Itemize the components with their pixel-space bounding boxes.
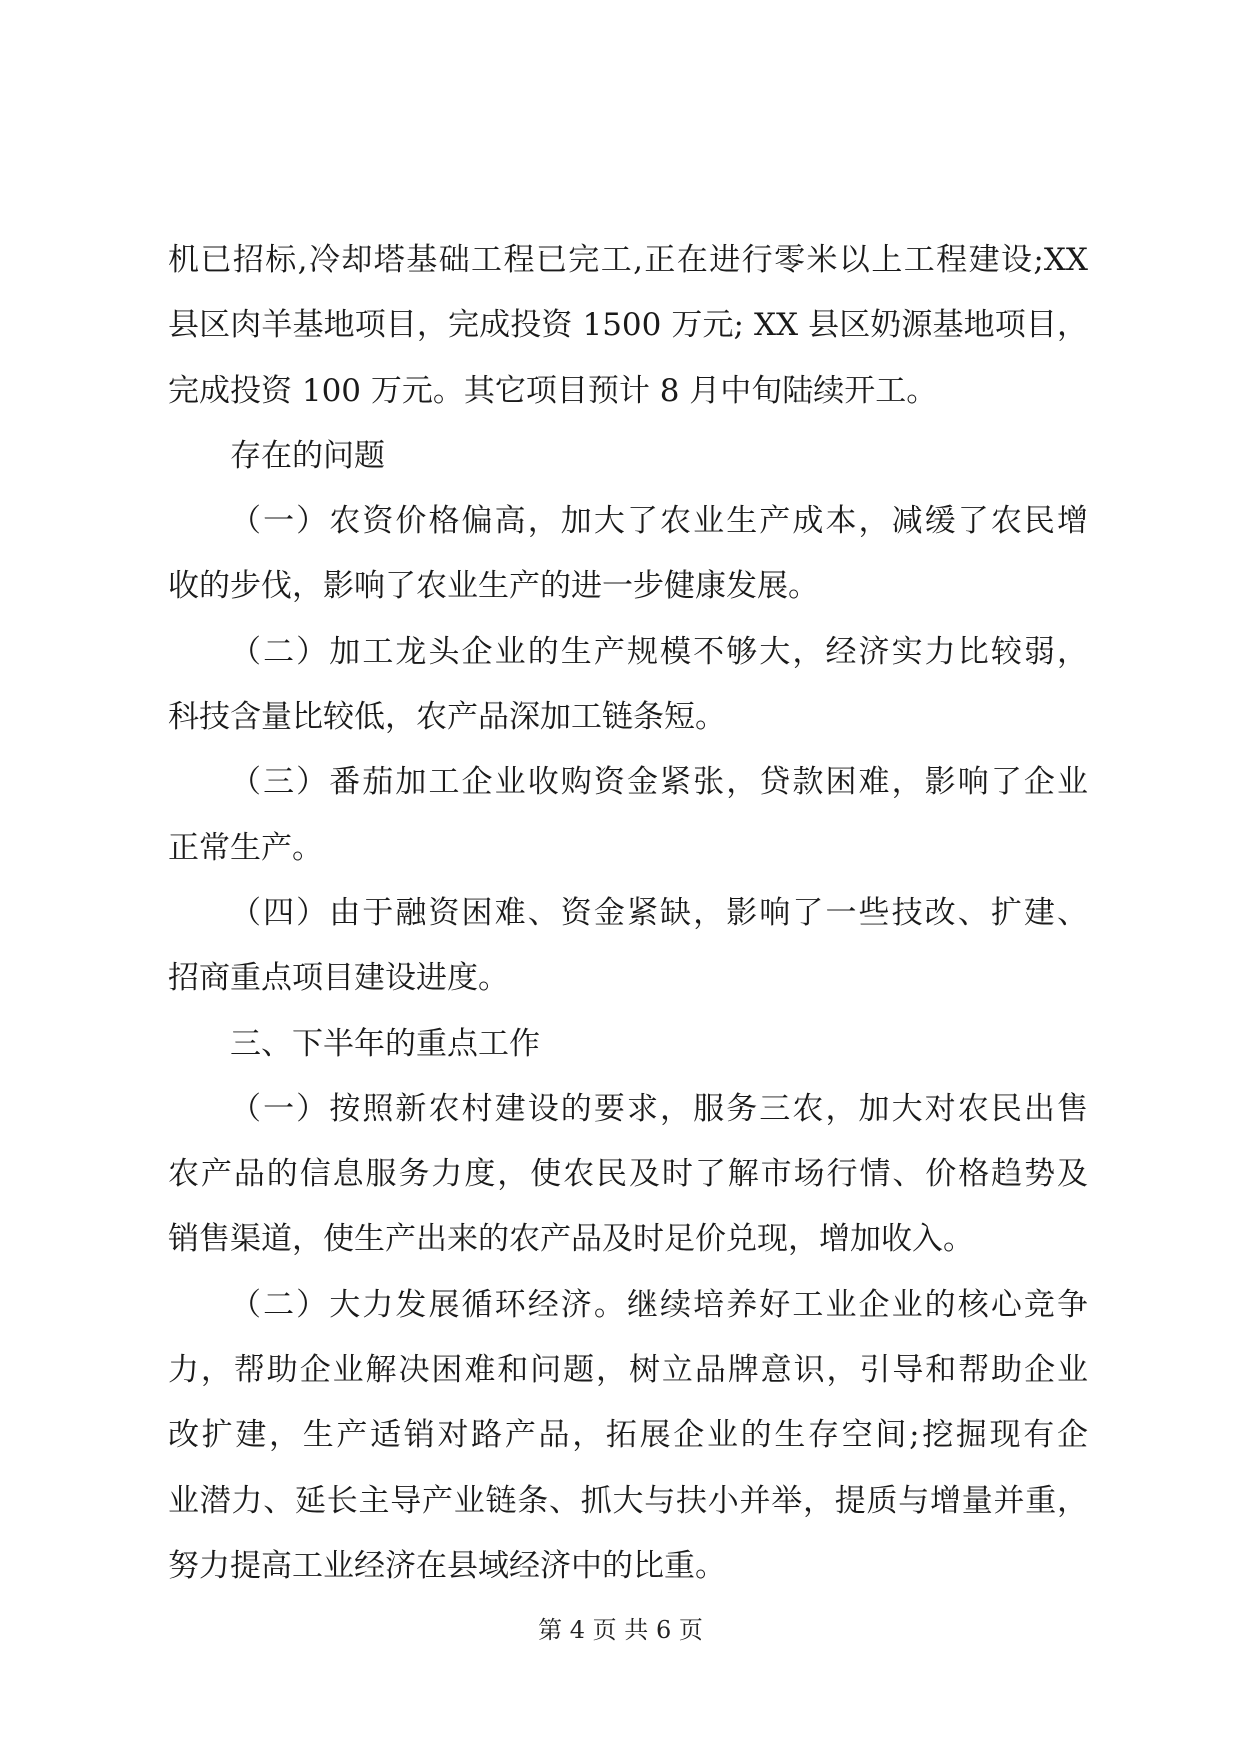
text-line: （一）农资价格偏高，加大了农业生产成本，减缓了农民增 (230, 503, 1088, 540)
text-line: 农产品的信息服务力度，使农民及时了解市场行情、价格趋势及 (168, 1156, 1088, 1193)
text-line: （一）按照新农村建设的要求，服务三农，加大对农民出售 (230, 1090, 1088, 1127)
section-heading: 三、下半年的重点工作 (230, 1025, 540, 1062)
text-line: 科技含量比较低，农产品深加工链条短。 (168, 699, 726, 736)
text-line: （四）由于融资困难、资金紧缺，影响了一些技改、扩建、 (230, 894, 1088, 931)
text-line: 改扩建，生产适销对路产品，拓展企业的生存空间;挖掘现有企 (168, 1417, 1088, 1454)
text-line: 县区肉羊基地项目，完成投资 1500 万元; XX 县区奶源基地项目， (168, 307, 1088, 344)
page-number-footer: 第 4 页 共 6 页 (538, 1616, 703, 1644)
text-line: 招商重点项目建设进度。 (168, 960, 509, 997)
text-line: 努力提高工业经济在县域经济中的比重。 (168, 1547, 726, 1584)
text-line: 收的步伐，影响了农业生产的进一步健康发展。 (168, 568, 819, 605)
text-line: 销售渠道，使生产出来的农产品及时足价兑现，增加收入。 (168, 1221, 974, 1258)
text-line: （三）番茄加工企业收购资金紧张，贷款困难，影响了企业 (230, 764, 1088, 801)
text-line: 正常生产。 (168, 829, 323, 866)
text-line: 完成投资 100 万元。其它项目预计 8 月中旬陆续开工。 (168, 372, 938, 409)
text-line: 机已招标,冷却塔基础工程已完工,正在进行零米以上工程建设;XX (168, 242, 1088, 278)
text-line: （二）加工龙头企业的生产规模不够大，经济实力比较弱， (230, 633, 1088, 670)
text-line: （二）大力发展循环经济。继续培养好工业企业的核心竞争 (230, 1286, 1088, 1323)
document-body (168, 228, 1088, 1599)
text-line: 业潜力、延长主导产业链条、抓大与扶小并举，提质与增量并重， (168, 1482, 1088, 1519)
text-line: 力，帮助企业解决困难和问题，树立品牌意识，引导和帮助企业 (168, 1352, 1088, 1389)
section-heading: 存在的问题 (230, 437, 385, 474)
